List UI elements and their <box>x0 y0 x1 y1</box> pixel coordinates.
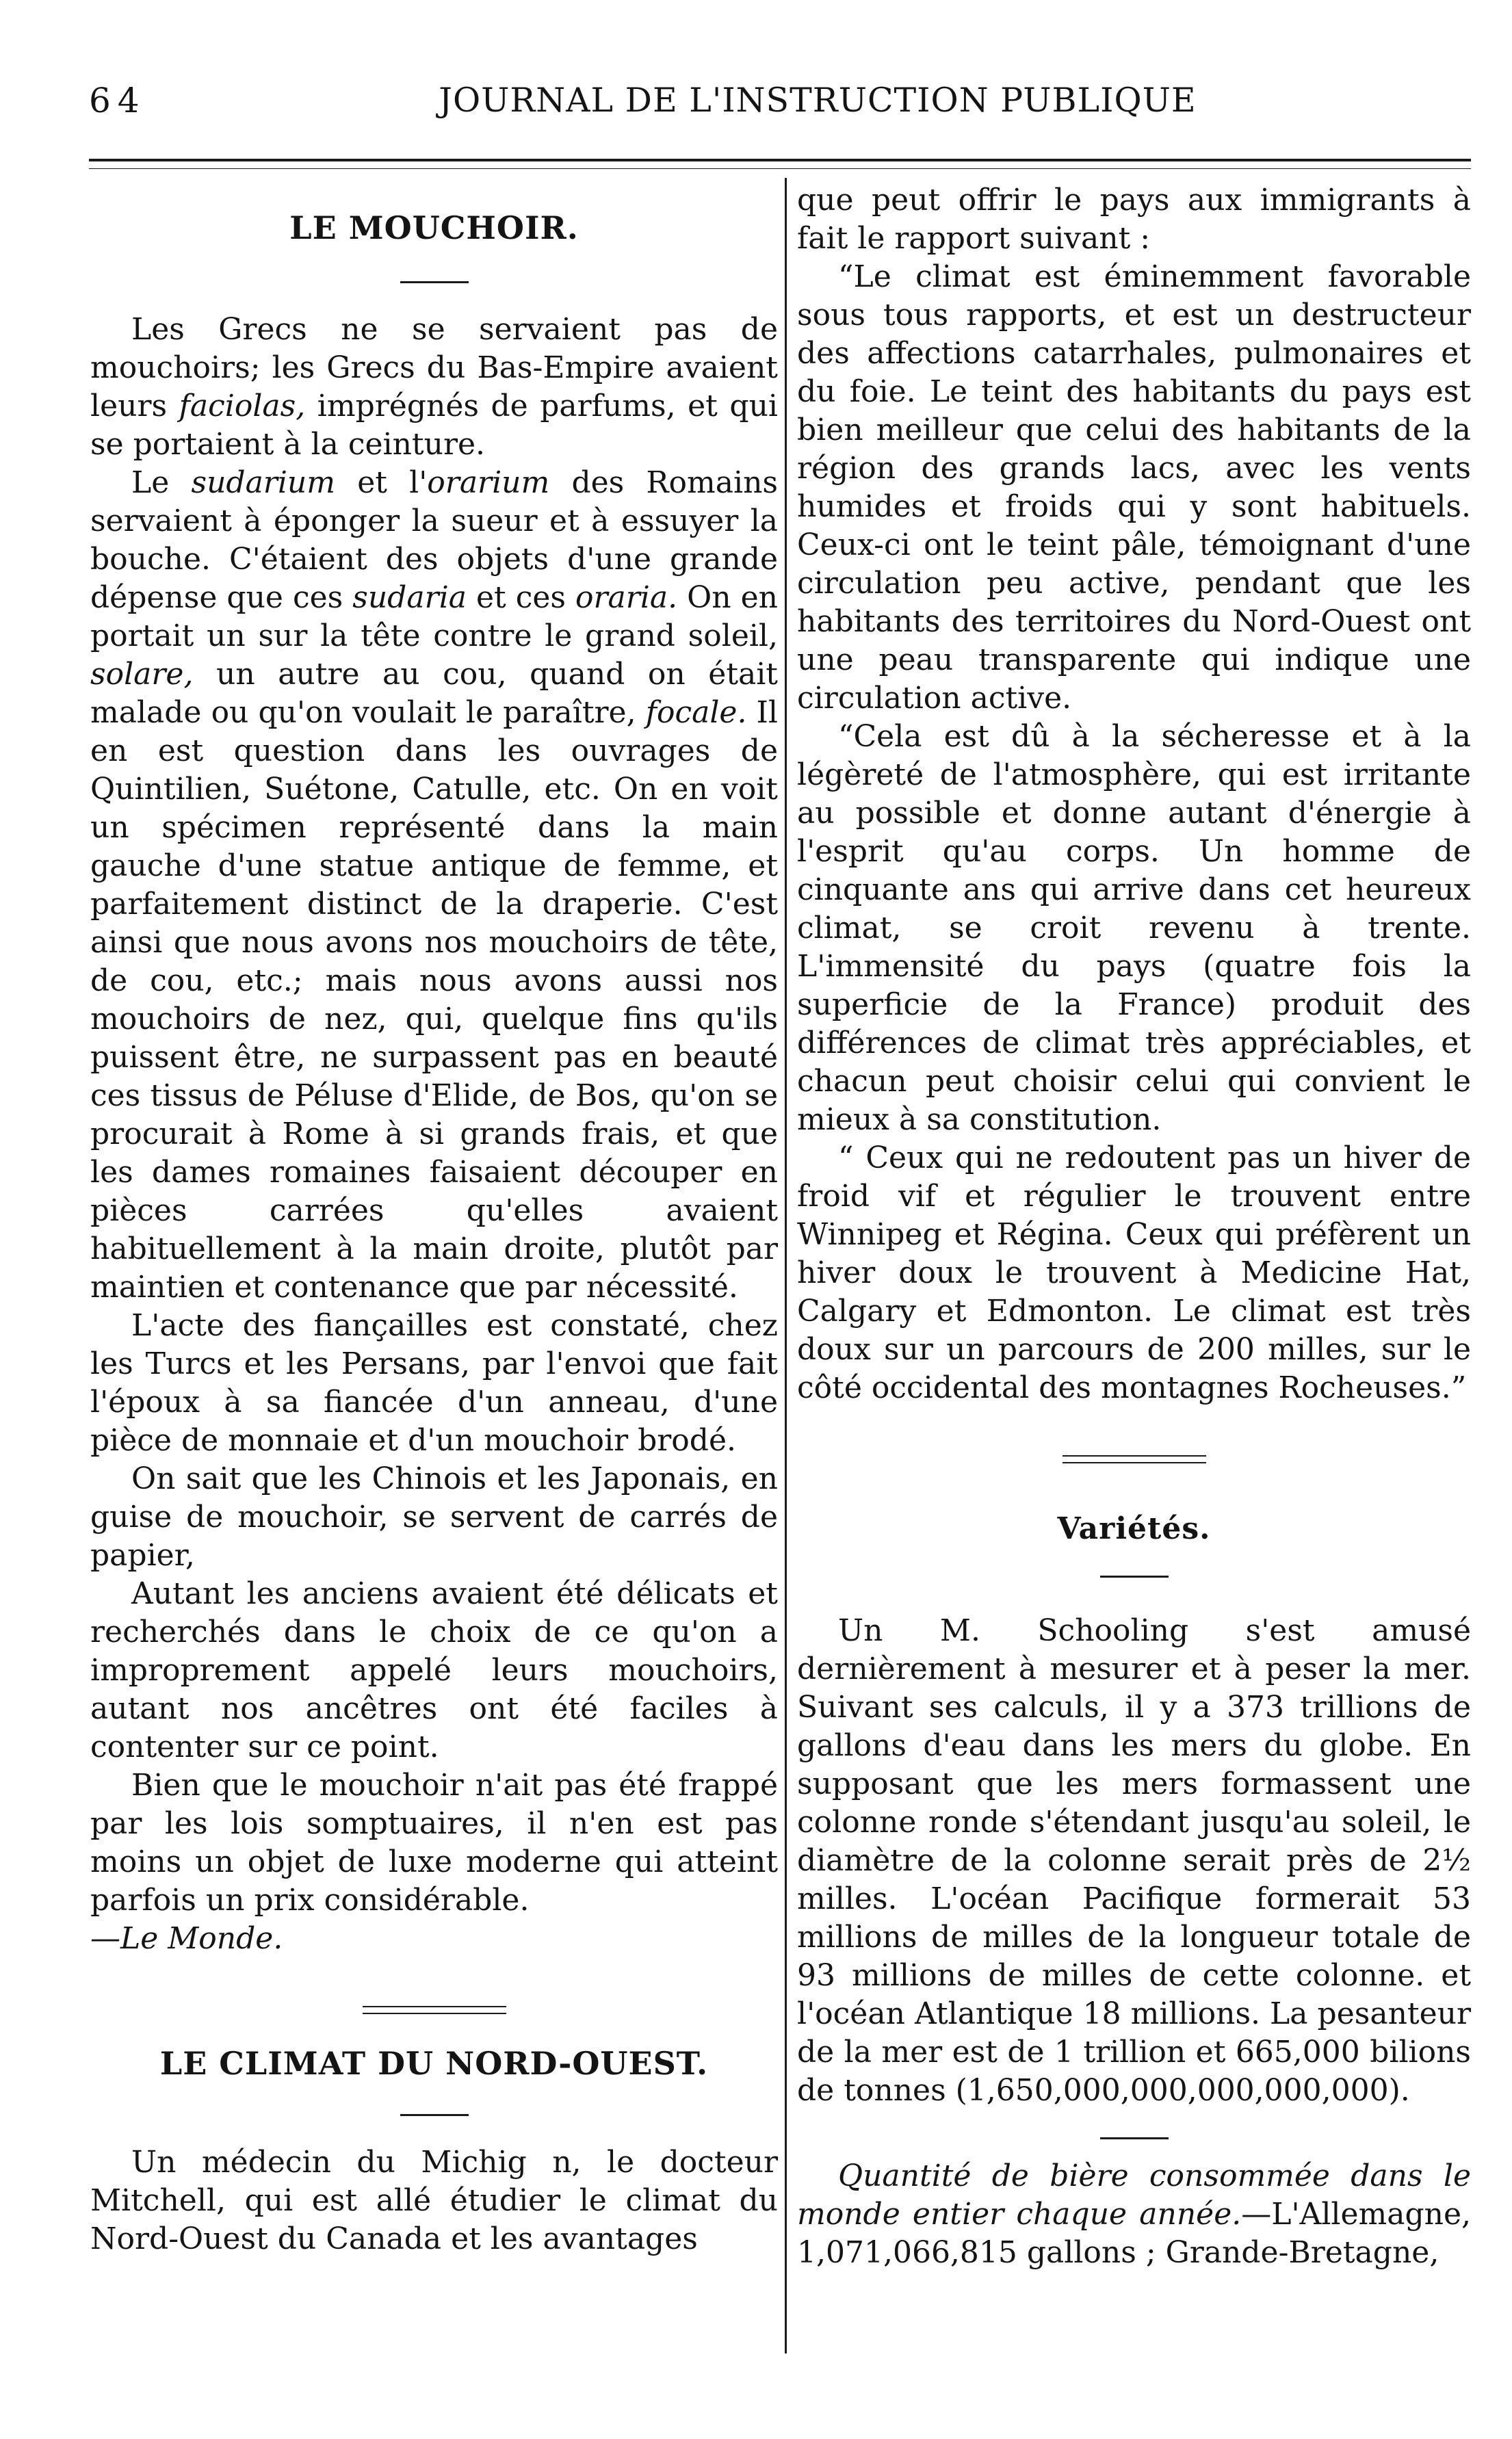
page-number: 64 <box>89 81 146 120</box>
paragraph: Quantité de bière consommée dans le monde entier chaque année.—L'Allemagne, 1,071,066,815 gallons ; Grande-Bretagne, <box>797 2158 1471 2270</box>
paragraph: Un médecin du Michig n, le docteur Mitchell, qui est allé étudier le climat du Nord-Ouest du Canada et les avantages <box>90 2145 778 2256</box>
article-title-mouchoir: LE MOUCHOIR. <box>289 209 579 246</box>
page-header <box>89 81 1485 142</box>
paragraph: Le sudarium et l'orarium des Romains servaient à éponger la sueur et à essuyer la bouche. C'étaient des objets d'une grande dépense que ces sudaria et ces oraria. On en portait un sur la tête contre le grand soleil, solare, un autre au cou, quand on était malade ou qu'on voulait le paraître, focale. Il en est question dans les ouvrages de Quintilien, Suétone, Catulle, etc. On en voit un spécimen représenté dans la main gauche d'une statue antique de femme, et parfaitement distinct de la draperie. C'est ainsi que nous avons nos mouchoirs de tête, de cou, etc.; mais nous avons aussi nos mouchoirs de nez, qui, quelque fins qu'ils puissent être, ne surpassent pas en beauté ces tissus de Péluse d'Elide, de Bos, qu'on se procurait à Rome à si grands frais, et que les dames romaines faisaient découper en pièces carrées qu'elles avaient habituellement à la main droite, plutôt par maintien et contenance que par nécessité. <box>90 465 778 1305</box>
paragraph: “Cela est dû à la sécheresse et à la légèreté de l'atmosphère, qui est irritante au possible et donne autant d'énergie à l'esprit qu'au corps. Un homme de cinquante ans qui arrive dans cet heureux climat, se croit revenu à trente. L'immensité du pays (quatre fois la superficie de la France) produit des différences de climat très appréciables, et chacun peut choisir celui qui convient le mieux à sa constitution. <box>797 719 1471 1137</box>
paragraph: Autant les anciens avaient été délicats et recherchés dans le choix de ce qu'on a improprement appelé leurs mouchoirs, autant nos ancêtres ont été faciles à contenter sur ce point. <box>90 1576 778 1764</box>
right-column <box>797 181 1471 2272</box>
article-source: —Le Monde. <box>90 1921 283 1956</box>
paragraph: Les Grecs ne se servaient pas de mouchoirs; les Grecs du Bas-Empire avaient leurs faciolas, imprégnés de parfums, et qui se portaient à la ceinture. <box>90 312 778 462</box>
running-head: JOURNAL DE L'INSTRUCTION PUBLIQUE <box>439 81 1197 120</box>
left-column <box>90 181 778 2258</box>
column-divider <box>785 178 787 2353</box>
section-title-varietes: Variétés. <box>1057 1511 1211 1546</box>
paragraph: L'acte des fiançailles est constaté, chez les Turcs et les Persans, par l'envoi que fait l'époux à sa fiancée d'un anneau, d'une pièce de monnaie et d'un mouchoir brodé. <box>90 1308 778 1458</box>
paragraph: Bien que le mouchoir n'ait pas été frappé par les lois somptuaires, il n'en est pas moins un objet de luxe moderne qui atteint parfois un prix considérable. <box>90 1768 778 1918</box>
paragraph: que peut offrir le pays aux immigrants à fait le rapport suivant : <box>797 183 1471 256</box>
header-rule-thin <box>89 168 1471 169</box>
article-title-climat: LE CLIMAT DU NORD-OUEST. <box>159 2045 709 2082</box>
paragraph: Un M. Schooling s'est amusé dernièrement à mesurer et à peser la mer. Suivant ses calculs, il y a 373 trillions de gallons d'eau dans les mers du globe. En supposant que les mers formassent une colonne ronde s'étendant jusqu'au soleil, le diamètre de la colonne serait près de 2½ milles. L'océan Pacifique formerait 53 millions de milles de la longueur totale de 93 millions de milles de cette colonne. et l'océan Atlantique 18 millions. La pesanteur de la mer est de 1 trillion et 665,000 bilions de tonnes (1,650,000,000,000,000,000). <box>797 1613 1471 2108</box>
paragraph: “Le climat est éminemment favorable sous tous rapports, et est un destructeur des affections catarrhales, pulmonaires et du foie. Le teint des habitants du pays est bien meilleur que celui des habitants de la région des grands lacs, avec les vents humides et froids qui y sont habituels. Ceux-ci ont le teint pâle, témoignant d'une circulation peu active, pendant que les habitants des territoires du Nord-Ouest ont une peau transparente qui indique une circulation active. <box>797 259 1471 716</box>
paragraph: “ Ceux qui ne redoutent pas un hiver de froid vif et régulier le trouvent entre Winnipeg et Régina. Ceux qui préfèrent un hiver doux le trouvent à Medicine Hat, Calgary et Edmonton. Le climat est très doux sur un parcours de 200 milles, sur le côté occidental des montagnes Rocheuses.” <box>797 1140 1471 1405</box>
paragraph: On sait que les Chinois et les Japonais, en guise de mouchoir, se servent de carrés de papier, <box>90 1461 778 1573</box>
header-rule <box>89 159 1471 161</box>
section-separator <box>1063 1455 1206 1463</box>
section-separator <box>363 2006 506 2014</box>
